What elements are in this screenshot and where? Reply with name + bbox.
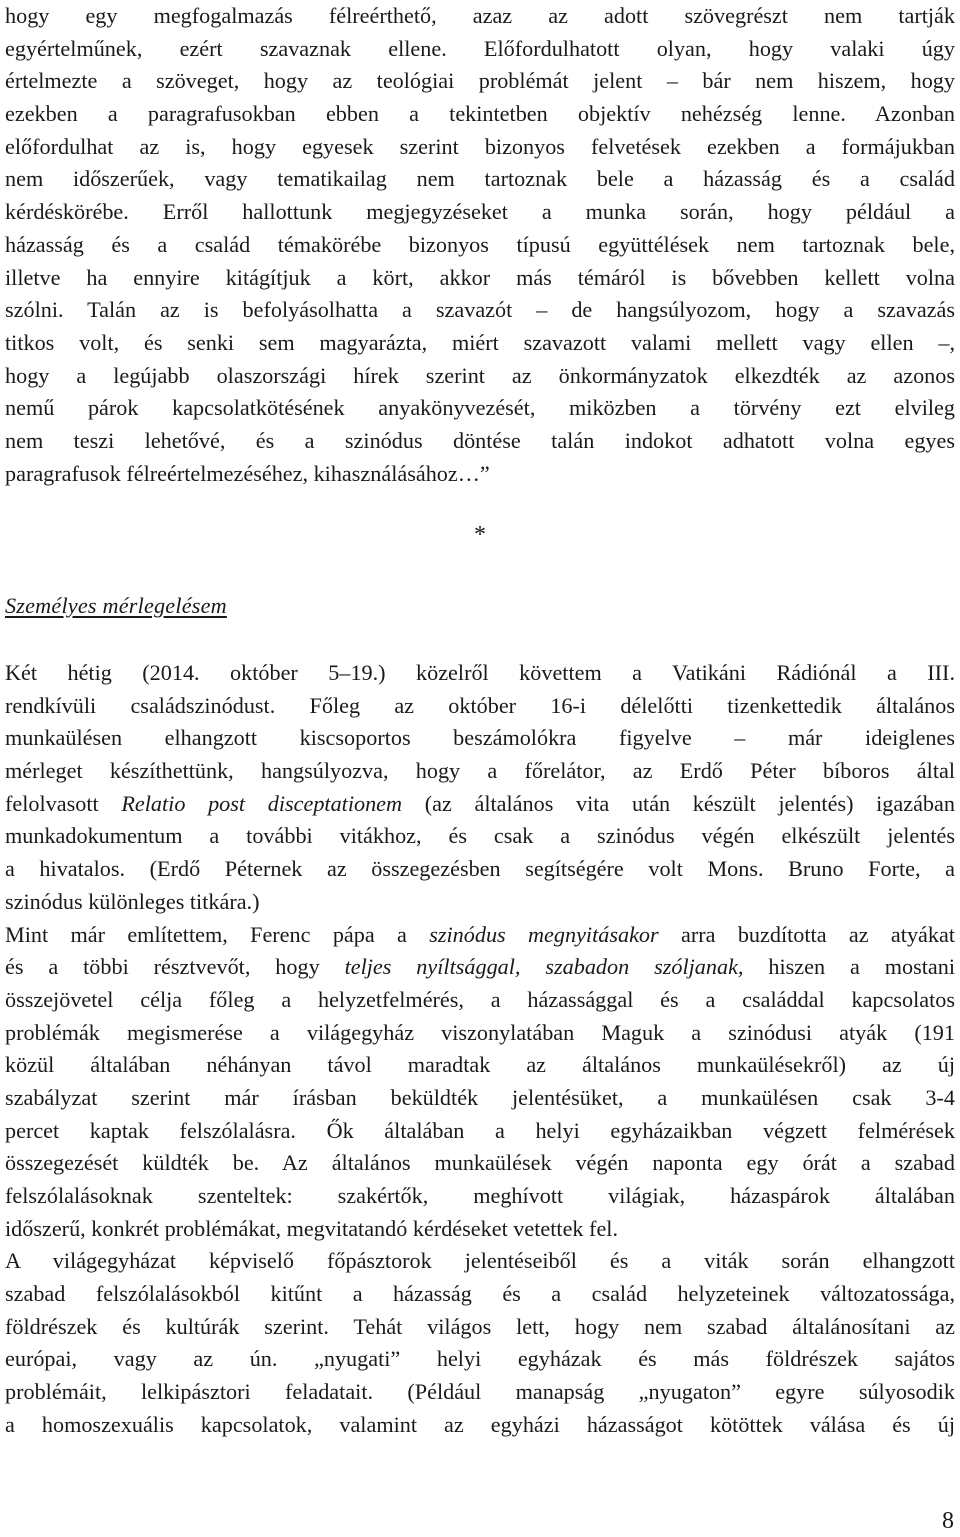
text-line: összejövetel célja főleg a helyzetfelmérés, a házassággal és a családdal kapcsolatos (5, 986, 955, 1012)
text-run: és a többi résztvevőt, hogy (5, 954, 345, 980)
text-line: titkos volt, és senki sem magyarázta, miért szavazott valami mellett vagy ellen –, (5, 329, 955, 355)
text-line: közül általában néhányan távol maradtak az általános munkaülésekről) az új (5, 1052, 955, 1078)
page-number: 8 (942, 1508, 954, 1534)
text-line: értelmezte a szöveget, hogy az teológiai problémát jelent – bár nem hiszem, hogy (5, 68, 955, 94)
text-line: Két hétig (2014. október 5–19.) közelről követtem a Vatikáni Rádiónál a III. (5, 660, 955, 685)
text-run: Mint már említettem, Ferenc pápa a (5, 921, 430, 947)
text-line: munkaülésen elhangzott kiscsoportos beszámolókra figyelve – már ideiglenes (5, 725, 955, 751)
text-line (5, 788, 955, 821)
text-line: ezekben a paragrafusokban ebben a tekintetben objektív nehézség lenne. Azonban (5, 101, 955, 127)
italic-phrase: Relatio post disceptationem (121, 790, 403, 816)
text-line: házasság és a család témakörébe bizonyos típusú együttélések nem tartoznak bele, (5, 231, 955, 257)
text-line: problémák megismerése a világegyház viszonylatában Maguk a szinódusi atyák (191 (5, 1019, 955, 1045)
text-line (5, 951, 955, 984)
text-line: nemű párok kapcsolatkötésének anyakönyvezését, miközben a törvény ezt elvileg (5, 395, 955, 421)
section-separator: * (474, 522, 486, 548)
text-line: percet kaptak felszólalásra. Ők általában a helyi egyházaikban végzett felmérések (5, 1117, 955, 1143)
text-line: A világegyházat képviselő főpásztorok jelentéseiből és a viták során elhangzott (5, 1248, 955, 1274)
text-line: felszólalásoknak szenteltek: szakértők, meghívott világiak, házaspárok általában (5, 1183, 955, 1208)
text-run: (az általános vita után készült jelentés) igazában (402, 790, 955, 816)
text-line: előfordulhat az is, hogy egyesek szerint bizonyos felvetések ezekben a formájukban (5, 133, 955, 159)
text-line: időszerű, konkrét problémákat, megvitatandó kérdéseket vetettek fel. (5, 1215, 619, 1241)
text-line: paragrafusok félreértelmezéséhez, kihasználásához…” (5, 460, 490, 486)
text-line: illetve ha ennyire kitágítjuk a kört, akkor más témáról is bővebben kellett volna (5, 264, 955, 290)
text-line: a hivatalos. (Erdő Péternek az összegezésben segítségére volt Mons. Bruno Forte, a (5, 856, 955, 882)
text-line: munkadokumentum a további vitákhoz, és csak a szinódus végén elkészült jelentés (5, 823, 955, 849)
text-line: nem időszerűek, vagy tematikailag nem tartoznak bele a házasság és a család (5, 166, 955, 192)
text-line: nem teszi lehetővé, és a szinódus döntése talán indokot adhatott volna egyes (5, 427, 955, 453)
text-line: összegezését küldték be. Az általános munkaülések végén naponta egy órát a szabad (5, 1150, 955, 1176)
text-line: földrészek és kultúrák szerint. Tehát világos lett, hogy nem szabad általánosítani az (5, 1313, 955, 1339)
text-line: hogy a legújabb olaszországi hírek szerint az önkormányzatok elkezdték az azonos (5, 362, 955, 388)
text-line: európai, vagy az ún. „nyugati” helyi egyházak és más földrészek sajátos (5, 1346, 955, 1372)
text-line: a homoszexuális kapcsolatok, valamint az egyházi házasságot kötöttek válása és új (5, 1411, 955, 1437)
text-line: rendkívüli családszinódust. Főleg az október 16-i délelőtti tizenkettedik általános (5, 692, 955, 718)
text-line: problémáit, lelkipásztori feladatait. (Például manapság „nyugaton” egyre súlyosodik (5, 1379, 955, 1405)
text-run: arra buzdította az atyákat (658, 921, 955, 947)
text-line: egyértelműnek, ezért szavaznak ellene. Előfordulhatott olyan, hogy valaki úgy (5, 35, 955, 61)
paragraph-continued (5, 0, 955, 490)
section-heading: Személyes mérlegelésem (5, 593, 227, 618)
text-run: hiszen a mostani (743, 954, 955, 980)
text-line: mérleget készíthettünk, hangsúlyozva, hogy a főrelátor, az Erdő Péter bíboros által (5, 758, 955, 784)
text-line: szabályzat szerint már írásban beküldték jelentésüket, a munkaülésen csak 3-4 (5, 1084, 955, 1110)
text-line: kérdéskörébe. Erről hallottunk megjegyzéseket a munka során, hogy például a (5, 199, 955, 225)
text-line: szinódus különleges titkára.) (5, 888, 260, 914)
text-run: felolvasott (5, 790, 122, 816)
text-line: szabad felszólalásokból kitűnt a házasság és a család helyzeteinek változatossága, (5, 1281, 955, 1307)
text-line (5, 919, 955, 952)
text-line: hogy egy megfogalmazás félreérthető, azaz az adott szövegrészt nem tartják (5, 3, 955, 28)
text-line: szólni. Talán az is befolyásolhatta a szavazót – de hangsúlyozom, hogy a szavazás (5, 297, 955, 323)
section-body (5, 657, 955, 1442)
italic-phrase: teljes nyíltsággal, szabadon szóljanak, (344, 954, 744, 980)
italic-phrase: szinódus megnyitásakor (429, 921, 659, 947)
